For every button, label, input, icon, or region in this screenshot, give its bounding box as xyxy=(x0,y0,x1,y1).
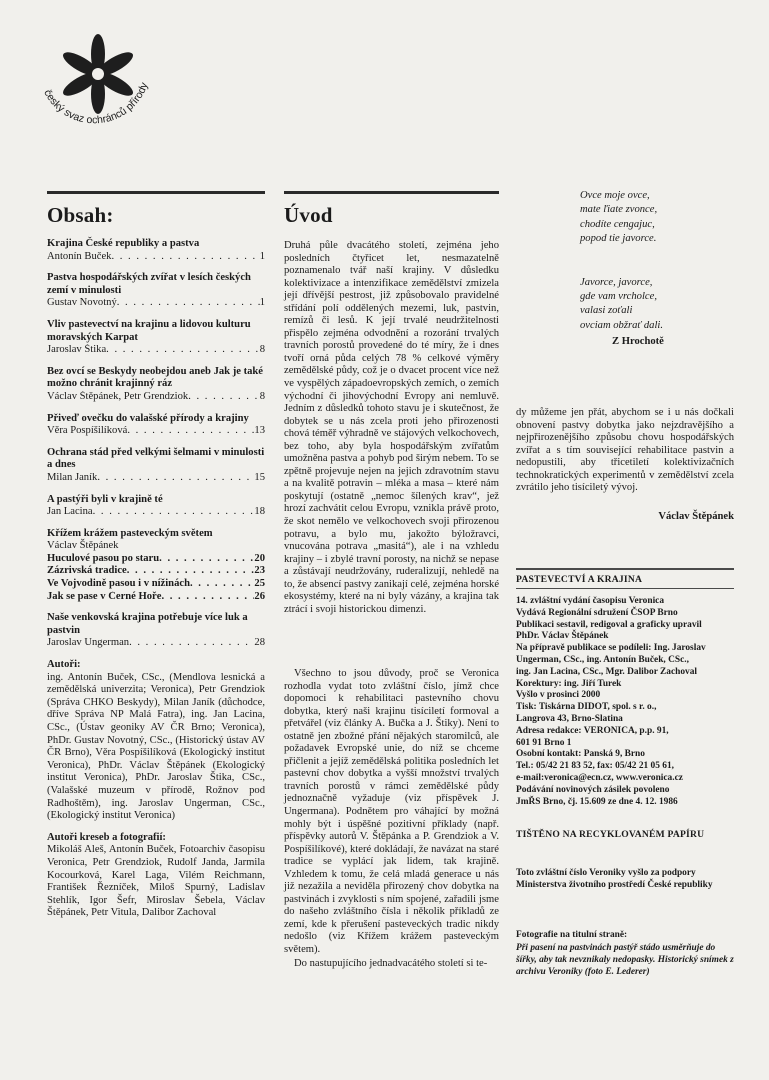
toc-group-author: Václav Štěpánek xyxy=(47,540,119,552)
photo-caption-heading: Fotografie na titulní straně: xyxy=(516,930,628,940)
toc-group-item[interactable] xyxy=(47,565,265,578)
toc-entry[interactable] xyxy=(47,319,265,357)
imprint-title: PASTEVECTVÍ A KRAJINA xyxy=(516,574,643,585)
imprint-line: ing. Jan Lacina, CSc., Mgr. Dalibor Zachoval xyxy=(516,666,698,677)
intro-paragraph-3: Do nastupujícího jednadvacátého století si te- xyxy=(294,958,488,969)
toc-group-title[interactable]: Křížem krážem pasteveckým světem xyxy=(47,527,213,539)
toc-entry-title: Krajina České republiky a pastva xyxy=(47,238,200,249)
toc-group-item-title: Huculové pasou po staru xyxy=(47,552,160,564)
imprint-rule-top xyxy=(516,568,734,570)
intro-heading: Úvod xyxy=(284,203,333,227)
imprint-line: 601 91 Brno 1 xyxy=(516,737,572,748)
toc-entry-title: Vliv pastevectví na krajinu a lidovou kulturu moravských Karpat xyxy=(47,318,251,343)
intro-signature: Václav Štěpánek xyxy=(658,511,734,522)
intro-continued: dy můžeme jen přát, abychom se i u nás dočkali obnovení pastvy dobytka jako nejzdravějšího a nejpřirozenějšího způsobu chovu hospodářských zvířat a s tím související rehabilitace pastvin a nedopustili, aby třicetiletí kolektivizačních technokratických experimentů v zemědělství zcela zvrátilo jeho tisíciletý vývoj. xyxy=(516,407,734,494)
poem-line: chodíte cengajuc, xyxy=(580,218,655,230)
poem-line: Javorce, javorce, xyxy=(580,276,653,288)
toc-group-item-title: Ve Vojvodině pasou i v nížinách xyxy=(47,578,190,590)
authors-text: ing. Antonín Buček, CSc., (Mendlova lesnická a zemědělská univerzita; Veronica), Petr Grendziok (Správa CHKO Beskydy), Milan Janík (důchodce, dříve Správa NP Malá Fatra), ing. Jan Lacina, CSc., (Ústav geoniky AV ČR Brno; Veronica), PhDr. Gustav Novotný, CSc., (Historický ústav AV ČR Brno), Věra Pospíšilíková (Ekologický institut Veronica), PhDr. Václav Štěpánek (Ekologický institut Veronica), PhDr. Jaroslav Štika, CSc., (Valašské muzeum v přírodě, Rožnov pod Radhoštěm), ing. Jaroslav Ungerman, CSc., (Ekologický institut Veronica) xyxy=(47,671,265,822)
photo-caption: Při pasení na pastvinách pastýř stádo usměrňuje do šířky, aby tak nevznikaly nedopasky. Historický snímek z archivu Veroniky (foto E. Lederer) xyxy=(516,943,734,977)
toc-entry-author: Jaroslav Ungerman xyxy=(47,637,130,649)
toc-entry-page: 8 xyxy=(259,390,265,402)
intro-rule xyxy=(284,191,499,194)
imprint-line: Langrova 43, Brno-Slatina xyxy=(516,713,623,724)
imprint-line: Vyšlo v prosinci 2000 xyxy=(516,690,601,701)
toc-entry-page: 18 xyxy=(254,506,265,518)
imprint-lines xyxy=(516,596,734,808)
toc-entry-page: 1 xyxy=(259,250,265,262)
toc-group-item[interactable] xyxy=(47,591,265,604)
imprint-line: Tel.: 05/42 21 83 52, fax: 05/42 21 05 61, xyxy=(516,761,674,772)
imprint-line: Vydává Regionální sdružení ČSOP Brno xyxy=(516,607,678,618)
poem-line: ovciam obžrať dali. xyxy=(580,319,664,331)
table-of-contents xyxy=(47,238,265,920)
logo xyxy=(38,22,158,142)
recycled-paper-note: TIŠTĚNO NA RECYKLOVANÉM PAPÍRU xyxy=(516,829,705,840)
imprint-line: 14. zvláštní vydání časopisu Veronica xyxy=(516,596,665,606)
imprint-line: JmŘS Brno, čj. 15.609 ze dne 4. 12. 1986 xyxy=(516,796,678,807)
support-note: Toto zvláštní číslo Veroniky vyšlo za podpory Ministerstva životního prostředí České republiky xyxy=(516,868,713,890)
logo-text: český svaz ochránců přírody xyxy=(41,80,151,127)
toc-entry[interactable] xyxy=(47,494,265,519)
poem-attribution: Z Hrochotě xyxy=(612,336,664,348)
imprint-line: Tisk: Tiskárna DIDOT, spol. s r. o., xyxy=(516,702,657,713)
imprint-line: Ungerman, CSc., ing. Antonín Buček, CSc., xyxy=(516,654,689,665)
toc-entry[interactable] xyxy=(47,366,265,404)
toc-entry-page: 8 xyxy=(259,344,265,356)
imprint-line: Korektury: ing. Jiří Turek xyxy=(516,678,622,689)
toc-entry-title: Ochrana stád před velkými šelmami v minulosti a dnes xyxy=(47,446,265,471)
toc-group-item[interactable] xyxy=(47,578,265,591)
poem-line: Ovce moje ovce, xyxy=(580,190,650,201)
illustrators-text: Mikoláš Aleš, Antonín Buček, Fotoarchiv časopisu Veronica, Petr Grendziok, Rudolf Janda, Jarmila Kocourková, Karel Laga, Vilém Reichmann, František Řezníček, Miloš Spurný, Ladislav Stehlík, Igor Šefr, Miroslav Šebela, Václav Štěpánek, Petr Vitula, Dalibor Zachoval xyxy=(47,844,265,919)
poem-line: mate ľiate zvonce, xyxy=(580,204,658,216)
toc-group-item-title: Jak se pase v Černé Hoře xyxy=(47,590,162,602)
toc-entry-author: Jaroslav Štika xyxy=(47,344,107,356)
toc-entry-page: 28 xyxy=(254,637,265,649)
imprint-line: PhDr. Václav Štěpánek xyxy=(516,631,609,642)
toc-heading: Obsah: xyxy=(47,203,114,227)
imprint-line: Osobní kontakt: Panská 9, Brno xyxy=(516,749,645,760)
toc-entry-title: Pastva hospodářských zvířat v lesích českých zemí v minulosti xyxy=(47,272,251,296)
imprint-line: Na přípravě publikace se podíleli: Ing. Jaroslav xyxy=(516,643,706,654)
poem-line: gde vam vrcholce, xyxy=(580,291,657,303)
toc-group-item-page: 20 xyxy=(254,552,265,564)
toc-entry-author: Jan Lacina xyxy=(47,506,93,518)
imprint-rule xyxy=(516,588,734,589)
toc-entry-title: Bez ovcí se Beskydy neobejdou aneb Jak je také možno chránit krajinný ráz xyxy=(47,365,263,390)
toc-entry-page: 13 xyxy=(254,425,265,437)
toc-entry-author: Milan Janík xyxy=(47,471,98,483)
poem-line: valasi zoťali xyxy=(580,305,633,317)
toc-group-item-page: 23 xyxy=(254,565,265,577)
authors-heading: Autoři: xyxy=(47,659,81,671)
imprint-line: Podávání novinových zásilek povoleno xyxy=(516,784,670,795)
toc-group-item-page: 25 xyxy=(254,578,265,590)
toc-entry[interactable] xyxy=(47,413,265,438)
toc-entry[interactable] xyxy=(47,238,265,263)
poem xyxy=(580,189,664,350)
toc-entry[interactable] xyxy=(47,447,265,485)
toc-entry-title: Naše venkovská krajina potřebuje více luk a pastvin xyxy=(47,612,248,636)
toc-entry[interactable] xyxy=(47,612,265,650)
intro-paragraph-1: Druhá půle dvacátého století, zejména jeho posledních čtyřicet let, nesmazatelně poznamenalo tvář naší krajiny. V důsledku kolektivizace a intenzifikace zemědělství zmizela její dřívější pestrost, již způsobovalo pravidelné střídání polí oddělených mezemi, luk, pastvin, remízů či lesů. K její trvalé neudržitelnosti přispělo zejména odvodnění a rozorání trvalých travních porostů provedené do té míry, že i dnes tvoří orná půda celých 78 % celkové výměry zemědělské půdy, což je o dvacet procent více než ve vyspělých západoevropských zemích, o zemích východní či jihovýchodní Evropy ani nemluvě. Jedním z důsledků tohoto stavu je i skutečnost, že dobytek se u nás zcela proti jeho přirozenosti chová téměř výhradně ve stájových velkochovech, bez toho, aby byla hospodářským zvířatům umožněna pastva a pohyb pod širým nebem. To se zpětně projevuje nejen na jejich zdravotním stavu a na kvalitě potravin – mléka a masa – které nám poskytují (ostatně „nemoc šílených krav“, jež hrozí zachvátit celou Evropu, vznikla právě proto, že skot nemělo ve velkochovech svoji přirozenou potravu, a bylo mu, jakožto býložravci, vnucována potrava „masitá“), ale i na vzhledu krajiny – i zbylé travní porosty, na nichž se nepase a zůstávají neudržovány, ruderalizují, nehledě na to, že absencí pastvy zanikají celé, zejména horské ekosystémy, které na ni byly vázány, a krajina tak ztrácí i svoji historickou dimenzi. xyxy=(284,240,500,615)
toc-entry-page: 15 xyxy=(254,471,265,483)
toc-entry-author: Václav Štěpánek, Petr Grendziok xyxy=(47,390,189,402)
poem-line: popod tie javorce. xyxy=(580,233,657,245)
imprint-line: Adresa redakce: VERONICA, p.p. 91, xyxy=(516,725,669,736)
toc-entry-author: Antonín Buček xyxy=(47,250,112,262)
toc-group xyxy=(47,528,265,604)
toc-entry[interactable] xyxy=(47,272,265,310)
toc-entry-page: 1 xyxy=(259,297,265,309)
toc-entry-author: Gustav Novotný xyxy=(47,297,117,309)
toc-rule xyxy=(47,191,265,194)
illustrators-heading: Autoři kreseb a fotografií: xyxy=(47,831,166,843)
imprint-line: Publikaci sestavil, redigoval a graficky upravil xyxy=(516,619,702,630)
toc-group-item[interactable] xyxy=(47,553,265,566)
toc-entry-title: A pastýři byli v krajině té xyxy=(47,493,163,505)
toc-group-item-title: Zázrivská tradice xyxy=(47,565,127,577)
toc-group-item-page: 26 xyxy=(254,590,265,602)
toc-entry-title: Přiveď ovečku do valašské přírody a krajiny xyxy=(47,412,249,424)
intro-paragraph-2: Všechno to jsou důvody, proč se Veronica rozhodla vydat toto zvláštní číslo, jímž chce dopomoci k rehabilitaci pastevního chovu dobytka, který naši krajinu tisíciletí formoval a přetvářel (viz články A. Bučka a J. Štiky). Není to ostatně jen zbožné přání nějakých staromilců, ale požadavek Evropské unie, do níž se chceme přičlenit a jejíž zemědělská politika posledních let pastevní chov dobytka a vyšší množství trvalých travních porostů v rámci zemědělské půdy jednoznačně vyžaduje (viz příspěvek J. Ungermana). Podnětem pro váhající by možná mohly být i úspěšné pozitivní příklady (např. příspěvky autorů V. Štěpánka a P. Grendziok a V. Pospíšilíkové), které dokládají, že navázat na staré tradice se vyplácí jak lidem, tak krajině. Vzhledem k tomu, že celá mladá generace u nás již nezažila a neviděla přirozený chov dobytka na pastvinách i zvyklosti s ním spojené, zařadili jsme do našeho zvláštního čísla i několik příkladů ze zemí, kde k přerušení pasteveckých tradic nikdy nedošlo (viz Křížem krážem pasteveckým světem). xyxy=(284,668,499,956)
imprint-email-line[interactable]: e-mail:veronica@ecn.cz, www.veronica.cz xyxy=(516,772,683,783)
toc-entry-author: Věra Pospíšilíková xyxy=(47,425,128,437)
flower-bird-logo-icon xyxy=(38,22,158,142)
